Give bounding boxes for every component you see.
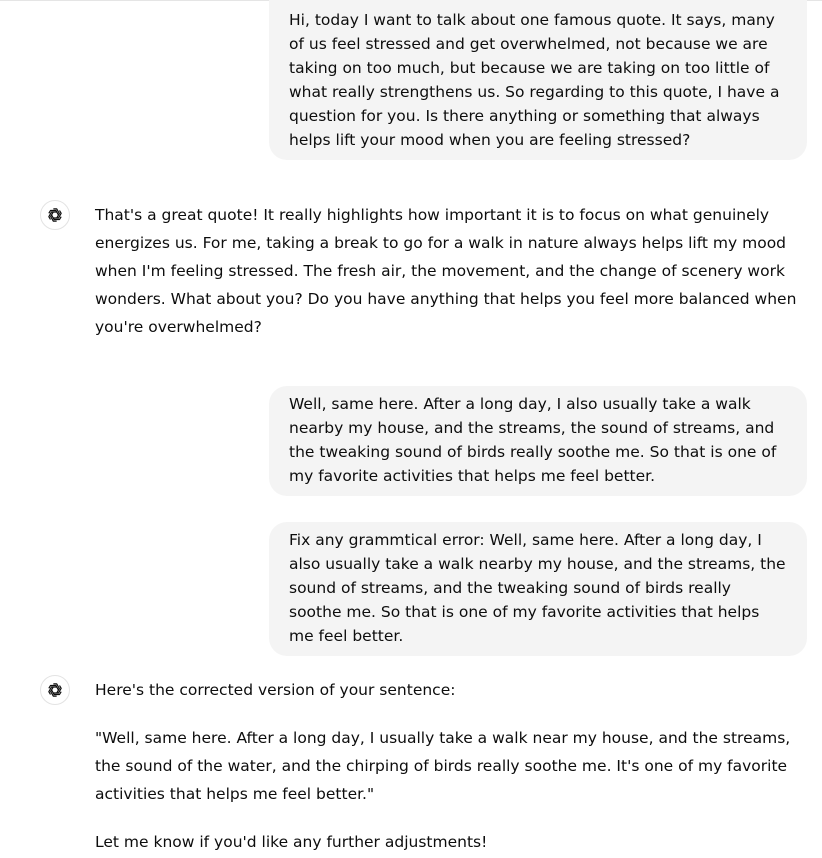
user-message-bubble (269, 386, 807, 496)
assistant-paragraph: Here's the corrected version of your sentence: (95, 681, 456, 699)
assistant-avatar (40, 200, 70, 230)
assistant-avatar (40, 675, 70, 705)
assistant-message-text (95, 201, 801, 361)
assistant-paragraph: Let me know if you'd like any further adjustments! (95, 833, 488, 851)
user-message-text: Hi, today I want to talk about one famous quote. It says, many of us feel stressed and get overwhelmed, not because we are taking on too much, but because we are taking on too little of what really strengthens us. So regarding to this quote, I have a question for you. Is there anything or something that always helps lift your mood when you are feeling stressed? (289, 11, 780, 149)
assistant-message-text (95, 676, 801, 858)
user-message-bubble (269, 522, 807, 656)
openai-logo-icon (46, 206, 64, 224)
user-message-bubble (269, 0, 807, 160)
user-message-text: Well, same here. After a long day, I also usually take a walk nearby my house, and the streams, the sound of streams, and the tweaking sound of birds really soothe me. So that is one of my favorite activities that helps me feel better. (289, 395, 777, 485)
assistant-paragraph: That's a great quote! It really highlights how important it is to focus on what genuinely energizes us. For me, taking a break to go for a walk in nature always helps lift my mood when I'm feeling stressed. The fresh air, the movement, and the change of scenery work wonders. What about you? Do you have anything that helps you feel more balanced when you're overwhelmed? (95, 206, 797, 336)
openai-logo-icon (46, 681, 64, 699)
assistant-paragraph: "Well, same here. After a long day, I usually take a walk near my house, and the streams, the sound of the water, and the chirping of birds really soothe me. It's one of my favorite activities that helps me feel better." (95, 729, 791, 803)
user-message-text: Fix any grammtical error: Well, same here. After a long day, I also usually take a walk nearby my house, and the streams, the sound of streams, and the tweaking sound of birds really soothe me. So that is one of my favorite activities that helps me feel better. (289, 531, 786, 645)
